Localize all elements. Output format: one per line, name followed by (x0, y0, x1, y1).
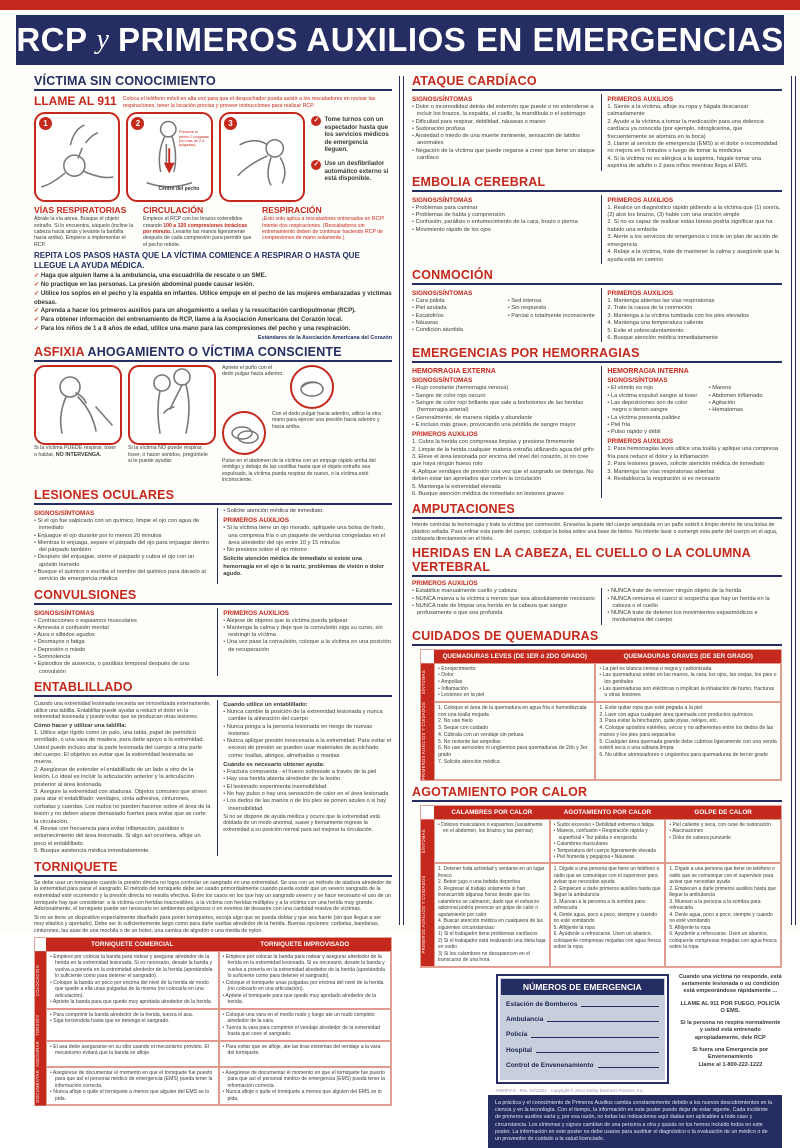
step-number: 2 (131, 117, 144, 130)
burns-col-leves: QUEMADURAS LEVES (DE 1ER ó 2DO GRADO) (434, 650, 595, 663)
disclaimer-footer: La práctica y el conocimiento de Primeros Auxilios cambia constantemente debido a los nuevos descubrimientos en la ciencia y en la tecnología. Con el tiempo, la información en este poster puede dejar de estar vigente. Cada incidente de primeros auxilios varía y, por esa razón, no todas las indicaciones aquí dadas son aplicables a todo caso y circunstancia. Los síntomas y signos cambian de una persona a otra y quizás no los hemos incluido todos en este poster. La información en este poster no debe usarse para sustituir el diagnóstico o la evaluación de un médico o de un proveedor de cuidado a la salud licenciado. (488, 1095, 782, 1148)
section-torniquete (34, 860, 392, 1107)
poster-title-banner (16, 15, 784, 65)
clasped-hands-illustration (222, 411, 266, 455)
shock-aid-list: 1. Mantenga abiertas las vías respiratorias 2. Trate la causa de la conmoción 3. Mantenga a la víctima tumbada con los pies elevados 4. Mantenga una temperatura caliente 5. Evite el sobrecalentamiento 6. Busque atención médica inmediatamente (607, 297, 749, 341)
section-victima-sin-conocimiento (34, 74, 392, 341)
heat-col-agotamiento: AGOTAMIENTO POR CALOR (550, 806, 666, 819)
shock-aid-block: PRIMEROS AUXILIOS 1. Mantenga abiertas las vías respiratorias 2. Trate la causa de la conmoción 3. Mantenga a la víctima tumbada con los pies elevados 4. Mantenga una temperatura caliente 5. Evite el sobrecalentamiento 6. Busque atención médica inmediatamente (601, 288, 782, 342)
seizure-signs-block: SIGNOS/SÍNTOMAS • Contracciones o espasmos musculares • Amnesia o confusión mental • Aura o silbidos agudos • Desmayos o fatiga • Depresión o miedo • Somnolencia • Episodios de ausencia, o parálisis temporal después de una convulsión (34, 608, 211, 676)
eyes-warning: Solicite atención médica de inmediato si existe una hemorragia en el ojo o la nariz, problemas de visión o dolor agudo. (223, 556, 385, 577)
burns-col-graves: QUEMADURAS GRAVES (DE 3ER GRADO) (595, 650, 781, 663)
fist-circle-illustration (290, 365, 334, 409)
splint-note: Si no se dispone de ayuda médica y ocurre que la extremidad está doblada de un modo anormal, suave y tiernamente regrese la extremidad a su posición normal para así mejorar la circulación. (223, 813, 380, 834)
embolia-heading: EMBOLIA CEREBRAL (412, 175, 782, 192)
table-cell: • Piel caliente y seca, con cese de sudoración • Alucinaciones • Dolor de cabeza punzante (665, 819, 781, 863)
title-rcp: RCP (16, 21, 88, 58)
section-entablillado (34, 680, 392, 856)
compression-depth-note: Presione el pecho 2 pulgadas (no más de 2.4 pulgadas) (178, 130, 209, 148)
call-911-alert: LLAME AL 911 POR FUEGO, POLICÍA O EMS. (680, 1000, 781, 1014)
fist-note: Apriete el puño con el dedo pulgar hacia adentro. (222, 364, 284, 378)
vias-respiratorias-block: VÍAS RESPIRATORIAS Ábrale la vía aérea. Busque el objeto extraño. Si lo encuentra, sáquelo (incline la cabeza hacia atrás y levante la barbilla hacia arriba). Empiece a implementar el RCP. (34, 205, 134, 248)
seizure-aid-block: PRIMEROS AUXILIOS • Aléjese de objetos que la víctima pueda golpear • Mantenga la calma y deje que la convulsión siga su curso, sin restringir la víctima • Una vez pase la convulsión, coloque a la víctima en una posición de recuperación (217, 608, 392, 676)
copyright-line: #600PV-S · Rev. 03/23/04 · Copyright © 2013 Safety Business Pictures, Inc. (496, 1088, 645, 1094)
internal-signs-list-b: • Mareos • Abdomen inflamado • Agitación • Hematomas (709, 385, 782, 436)
splint-intro: Cuando una extremidad lesionada necesita ser inmovilizada externamente, utilice una tablilla. Entablillar puede ayudar a reducir el dolor en la extremidad lesionada y puede evitar que se produzcan otras lesiones. (34, 700, 211, 721)
choking-caption-2: Si la víctima NO puede respirar, toser, o hacer sonidos, pregúntele si le puede ayudar. (128, 444, 208, 465)
hemorragia-externa-title: HEMORRAGIA EXTERNA (412, 368, 496, 376)
cpr-steps-row (34, 112, 392, 202)
splint-use-list: • Nunca cambie la posición de la extremidad lesionada y nunca cambie la alineación del cuerpo • Nunca ponga a la persona lesionada en riesgo de nuevas lesiones • Nunca aplique presión innecesaria a la extremidad. Para evitar el exceso de presión se pueden usar materiales de acolchado como: toallas, abrigos, almohadas o mantas (223, 709, 392, 760)
heimlich-illustration (128, 365, 216, 445)
abdominal-thrust-note: Pulse en el abdomen de la víctima con un empuje rápido arriba del ombligo y debajo de las costillas hasta que el objeto extraño sea expulsado, la víctima pueda respirar de nuevo, o la víctima esté inconsciente. (222, 457, 376, 484)
section-convulsiones (34, 588, 392, 676)
asfixia-heading: ASFIXIA AHOGAMIENTO O VÍCTIMA CONSCIENTE (34, 345, 392, 362)
hands-icon (224, 413, 264, 453)
splint-help-title: Cuándo es necesario obtener ayuda: (223, 762, 325, 769)
table-cell: • Sudor excesivo • Debilidad extrema o fatiga • Mareos, confusión • Respiración rápida y superficial • Tez pálida o enrojecida • Calambres musculares • Temperatura del cuerpo ligeramente elevada • Piel húmeda y pegajosa • Náuseas (550, 819, 666, 863)
side-note-1: Cuando una víctima no responde, está seriamente lesionada o su condición está empeorándose rápidamente ... (679, 973, 782, 995)
aha-standards-note: Estándares de la Asociación Americana del Corazón (257, 334, 392, 341)
seizure-signs-list: • Contracciones o espasmos musculares • Amnesia o confusión mental • Aura o silbidos agudos • Desmayos o fatiga • Depresión o miedo • Somnolencia • Episodios de ausencia, o parálisis temporal después de una convulsión (34, 618, 211, 676)
table-cell: • Enrojecimiento • Dolor • Ampollas • Inflamación • Lesiones en la piel (434, 663, 595, 702)
entablillado-heading: ENTABLILLADO (34, 680, 392, 697)
table-cell: 1. Detener toda actividad y sentarse en un lugar fresco 2. Beber jugo o una bebida deportiva 3. Regresar al trabajo solamente si han transcurrido algunas horas desde que los calambres se calmaron, dado que el esfuerzo adicional podría provocar un golpe de calor o agotamiento por calor 4. Buscar atención médica en cualquiera de las siguientes circunstancias: 1) Si el trabajador tiene problemas cardíacos 2) Si el trabajador está realizando una dieta baja en sodio 3) Si los calambres no desaparecen en el transcurso de una hora (434, 863, 550, 967)
internal-bleeding-block: HEMORRAGIA INTERNA SIGNOS/SÍNTOMAS • El vómito es rojo • La víctima expulsó sangre al toser • Las deposiciones son de color negro o tienen sangre • La víctima presenta palidez • Piel fría • Pulso rápido y débil • Mareos • Abdomen inflamado • Agitación • Hematomas PRIMEROS AUXILIOS 1. Para hemorragias leves utilice una toalla y aplique una compresa fría para reducir el dolor y la inflamación 2. Para lesiones graves, solicite atención médica de inmediato 3. Mantenga las vías respiratorias abiertas 4. Restablezca la respiración si es necesario (601, 366, 782, 498)
head-aid-list-a: • Estabilice manualmente cuello y cabeza • NUNCA mueva a la víctima a menos que sea absolutamente necesario • NUNCA trate de limpiar una herida en la cabeza que sangre profusamente o que sea profunda (412, 588, 595, 624)
torniquete-heading: TORNIQUETE (34, 860, 392, 877)
splint-use-title: Cuando utilice un entablillado: (223, 701, 308, 708)
poison-phone: Llame al 1-800-222-1222 (698, 1061, 763, 1068)
head-aid-list-b: • NUNCA trate de remover ningún objeto de la herida • NUNCA remueva el casco si sospecha que hay un herida en la cabeza o el cuello • NUNCA trate de detener los movimientos espasmódicos e involuntarios del cuerpo (601, 588, 782, 624)
section-quemaduras (412, 629, 782, 781)
repeat-steps-banner: REPITA LOS PASOS HASTA QUE LA VÍCTIMA COMIENCE A RESPIRAR O HASTA QUE LLEGUE LA AYUDA MÉDICA. (34, 250, 360, 270)
hands-note: Con el dedo pulgar hacia adentro, utilice la otra mano para ejercer una presión hacia adentro y hacia arriba. (272, 410, 381, 430)
cpr-step-1-illustration (34, 112, 120, 202)
emergency-numbers-card (496, 974, 669, 1084)
heat-col-calambres: CALAMBRES POR CALOR (434, 806, 550, 819)
choking-hand-notes (222, 365, 392, 484)
heat-table (420, 805, 782, 968)
emergency-numbers-fields: Estación de Bomberos Ambulancia Policía Hospital Control de Envenenamiento (500, 996, 665, 1080)
hemorragia-interna-title: HEMORRAGIA INTERNA (607, 368, 689, 376)
section-embolia-cerebral (412, 175, 782, 264)
table-cell: • Para comprimir la banda alrededor de la herida, tuerza el asa. • Siga torciéndola hasta que se detenga el sangrado. (46, 1009, 219, 1041)
stroke-signs-list: • Problemas para caminar • Problemas de habla y comprensión • Confusión, parálisis o entumecimiento de la cara, brazo o pierna • Movimiento rápido de los ojos (412, 205, 595, 234)
seizure-aid-list: • Aléjese de objetos que la víctima pueda golpear • Mantenga la calma y deje que la convulsión siga su curso, sin restringir la víctima • Una vez pase la convulsión, coloque a la víctima en una posición de recuperación (223, 618, 392, 654)
tourniquet-col-improvised: TORNIQUETE IMPROVISADO (219, 938, 392, 951)
tourniquet-table (34, 937, 392, 1107)
splint-use-block (217, 700, 392, 856)
rescuer-block (128, 365, 216, 484)
shock-signs-list-a: • Cara pálida • Piel azulada • Escalofríos • Náuseas • Condición aturdida (412, 298, 500, 334)
right-column (412, 72, 782, 1148)
choking-victim-illustration (34, 365, 122, 445)
internal-aid-list: 1. Para hemorragias leves utilice una toalla y aplique una compresa fría para reducir el dolor y la inflamación 2. Para lesiones graves, solicite atención médica de inmediato 3. Mantenga las vías respiratorias abiertas 4. Restablezca la respiración si es necesario (607, 446, 779, 483)
call-911-note: Coloca el teléfono móvil en alta voz para que el despachador pueda asistir a los rescatadores en revisar las respiraciones, tener la locación precisa y proveer instrucciones para realizar RCP. (122, 96, 376, 109)
call-911-row (34, 94, 392, 109)
tip-item: ✓ Use un desfibrilador automático externo si está disponible. (311, 160, 392, 182)
title-rest: PRIMEROS AUXILIOS EN EMERGENCIAS (117, 21, 784, 58)
hemorragias-heading: EMERGENCIAS POR HEMORRAGIAS (412, 346, 782, 363)
section-agotamiento-calor (412, 785, 782, 968)
fist-icon (292, 367, 332, 407)
agotamiento-heading: AGOTAMIENTO POR CALOR (412, 785, 782, 802)
tourniquet-col-commercial: TORNIQUETE COMERCIAL (46, 938, 219, 951)
circulacion-block: CIRCULACIÓN Empiece el RCP con los brazos extendidos creando 100 a 120 compresiones torácicas por minuto. Levante las manos ligeramente después de cada compresión para permitir que el pecho rebote. (143, 205, 252, 248)
cpr-step-3-illustration (219, 112, 305, 202)
check-circle-icon: ✓ (311, 116, 321, 126)
side-note-2: Si la persona no respira normalmente y usted está entrenado apropiadamente, dele RCP (680, 1020, 781, 1041)
heart-aid-list: 1. Siente a la víctima, afloje su ropa y hágala descansar calmadamente 2. Ayude a la víctima a tomar la medicación para una dolencia cardíaca ya conocida (por ejemplo, nitroglicerina, que frecuentemente se atomiza en la boca) 3. Llame al servicio de emergencia (EMS) si el dolor o incomodidad no mejora en 5 minutos o luego de tomar la medicina 4. Si la víctima no es alérgica a la aspirina, hágale tomar una aspirina de adulto o 2 para niños mientras llega el EMS (607, 104, 778, 170)
top-red-bar (0, 0, 800, 10)
convulsiones-heading: CONVULSIONES (34, 588, 392, 605)
step-number: 3 (224, 117, 237, 130)
emergency-side-note (679, 974, 782, 1084)
table-cell: • Dolores musculares o espasmos (usualmente en el abdomen, los brazos y las piernas) (434, 819, 550, 863)
tourniquet-intro-1: Se debe usar un torniquete cuando la presión directa no logra controlar un sangrado en una extremidad. Se usa con un método de atadura alrededor de la extremidad para parar el sangrado. El método del torniquete debe ser usado primordialmente cuando pueda existir que un severo sangrado de la extremidad esté ocurriendo y la presión directa no resulta efectiva. Entre los casos en los que hay un sangrado severo y se hace necesario el uso de un torniquete hay que considerar: a la víctima con heridas inaccesibles, a la víctima con heridas múltiples y a la víctima con una herida muy grande. Adicionalmente, el torniquete puede ser necesario en ambientes peligrosos o en eventos de desastre con una cantidad masiva de víctimas. (34, 879, 392, 913)
tourniquet-row-label: TORSIÓN (35, 1009, 46, 1041)
table-cell: • Empiece por colocar la banda para rodear y asegurar alrededor de la herida en la extremidad lesionada. Si es necesario, desate la banda y vuelva a ponerla en la extremidad alrededor de la herida (apretándola lo suficiente como para detener el sangrado). • Coloque el torniquete unas pulgadas por encima del nivel de la herida (no colocarlo en una articulación). • Apriete el torniquete para que quede muy apretado alrededor de la herida. (219, 951, 392, 1009)
check-circle-icon: ✓ (311, 160, 321, 170)
table-cell: 1. Dígale a una persona que tiene un teléfono o radio que se comunique con el supervisor para avisar que necesitan ayuda 2. Empiecen a darle primeros auxilios hasta que llegue la ambulancia 3. Muevan a la persona a la sombra para refrescarla 4. Denle agua, poco a poco, siempre y cuando no esté vomitando 5. Aflójenle la ropa 6. Ayúdenle a refrescarse. Usen un abanico, colóquenle compresas mojadas con agua fresca sobre la ropa (665, 863, 781, 967)
section-lesiones-oculares (34, 488, 392, 584)
left-column (34, 72, 392, 1106)
section-heridas-cabeza: HERIDAS EN LA CABEZA, EL CUELLO O LA COLUMNA VERTEBRAL PRIMEROS AUXILIOS • Estabilice manualmente cuello y cabeza • NUNCA mueva a la víctima a menos que sea absolutamente necesario • NUNCA trate de limpiar una herida en la cabeza que sangre profusamente o que sea profunda • NUNCA trate de remover ningún objeto de la herida • NUNCA remueva el casco si sospecha que hay un herida en la cabeza o el cuello • NUNCA trate de detener los movimientos espasmódicos e involuntarios del cuerpo (412, 546, 782, 624)
section-hemorragias (412, 346, 782, 498)
tourniquet-row-label: ASEGURAR (35, 1041, 46, 1067)
center-divider (399, 76, 404, 925)
eyes-aid-block: • Solicite atención médica de inmediato. PRIMEROS AUXILIOS • Si la víctima tiene un ojo morado, aplíquele una bolsa de hielo, una compresa fría o un paquete de verduras congeladas en el área alrededor del ojo entre 10 y 15 minutos • No presione sobre el ojo mismo Solicite atención médica de inmediato si existe una hemorragia en el ojo o la nariz, problemas de visión o dolor agudo. (217, 508, 392, 584)
burns-table (420, 649, 782, 781)
stroke-aid-list: 1. Realice un diagnóstico rápido pidiendo a la víctima que (1) sonría, (2) alce los brazos, (3) hable con una oración simple 2. Si no es capaz de realizar estas tareas podría significar que ha habido una embolia 3. Alerte a los servicios de emergencia o inicie un plan de acción de emergencia 4. Relaje a la víctima, trate de mantener la calma y asegúrele que la ayuda está en camino (607, 204, 781, 263)
external-bleeding-block: HEMORRAGIA EXTERNA SIGNOS/SÍNTOMAS • Flujo constante (hemorragia venosa) • Sangre de color rojo oscuro • Sangre de color rojo brillante que sale a borbotones de las heridas (hemorragia arterial) • Generalmente, de manera rápida y abundante • E incluso más grave, provocando una pérdida de sangre mayor PRIMEROS AUXILIOS 1. Cubra la herida con compresas limpias y presione firmemente 2. Limpie de la herida cualquier materia extraña utilizando agua del grifo 3. Eleve el área lesionada por encima del nivel del corazón, si no cree que haya ningún hueso roto 4. Aplique vendajes de presión una vez que el sangrado se detenga. No deben estar tan apretados que corten la circulación 5. Mantenga la extremidad elevada 6. Busque atención médica de inmediato en lesiones graves (412, 366, 595, 498)
internal-signs-list-a: • El vómito es rojo • La víctima expulsó sangre al toser • Las deposiciones son de color negro o tienen sangre • La víctima presenta palidez • Piel fría • Pulso rápido y débil (607, 385, 702, 436)
title-y: y (96, 24, 109, 55)
splint-how-block (34, 700, 211, 856)
ataque-heading: ATAQUE CARDÍACO (412, 74, 782, 91)
rescuer-behind-victim-illustration (130, 367, 214, 443)
heart-signs-block: SIGNOS/SÍNTOMAS • Dolor o incomodidad detrás del esternón que puede o no extenderse a incluir los brazos, la espalda, el cuello, la mandíbula o el estómago • Dificultad para respirar, debilidad, náuseas o mareo • Sudoración profusa • Ansiedad o miedo de una muerte inminente, sensación de latidos anormales • Negación de la víctima que puede negarse a creer que tiene un ataque cardíaco (412, 94, 595, 171)
choking-victim-block (34, 365, 122, 484)
eyes-signs-list: • Si el ojo fue salpicado con un químico, limpie el ojo con agua de inmediato • Enjuague el ojo durante por lo menos 20 minutos • Mientras lo enjuaga, separe el párpado del ojo para enjuagar dentro del párpado también • Después del enjuague, cierre el párpado y cubra el ojo con un apósito húmedo • Busque el químico o escriba el nombre del químico para dárselo al servicio de emergencia médica (34, 518, 211, 584)
table-cell: • Empiece por colocar la banda para rodear y asegurar alrededor de la herida en la extremidad lesionada. Si es necesario, desate la banda y vuelva a ponerla en la extremidad alrededor de la herida (apretándola lo suficiente como para detener el sangrado). • Coloque la banda un poco por encima del nivel de la herida de modo que quede a ella unas pulgadas de la misma (no colocarla en una articulación). • Apriete la banda para que quede muy apretada alrededor de la herida. (46, 951, 219, 1009)
abc-row (34, 205, 392, 248)
side-note-3: Si fuera una Emergencia por Envenenamiento (692, 1047, 769, 1061)
stroke-signs-block: SIGNOS/SÍNTOMAS • Problemas para caminar • Problemas de habla y comprensión • Confusión, parálisis o entumecimiento de la cara, brazo o pierna • Movimiento rápido de los ojos (412, 195, 595, 264)
eyes-aid-list: • Si la víctima tiene un ojo morado, aplíquele una bolsa de hielo, una compresa fría o un paquete de verduras congeladas en el área alrededor del ojo entre 10 y 15 minutos • No presione sobre el ojo mismo (223, 525, 392, 554)
tip-item: ✓ Tome turnos con un espectador hasta que los servicios médicos de emergencia lleguen. (311, 116, 392, 153)
table-cell: • El asa debe asegurarse en su sitio usando el mecanismo provisto. El mecanismo evitará que la banda se afloje. (46, 1041, 219, 1067)
table-cell: 1. Evite quitar ropa que esté pegada a la piel 2. Lave con agua cualquier área quemada con productos químicos 3. Para evitar la hinchazón, quite joyas, relojes, etc. 4. Coloque apósitos estériles, secos y no adherentes entre los dedos de las manos y los pies para separarlos 5. Cualquier área quemada grande debe cubrirse ligeramente con una venda estéril seca o una sábana limpia 6. No utilice atomizadores o ungüentos para quemaduras de tercer grado (595, 702, 781, 780)
external-aid-list: 1. Cubra la herida con compresas limpias y presione firmemente 2. Limpie de la herida cualquier materia extraña utilizando agua del grifo 3. Eleve el área lesionada por encima del nivel del corazón, si no cree que haya ningún hueso roto 4. Aplique vendajes de presión una vez que el sangrado se detenga. No deben estar tan apretados que corten la circulación 5. Mantenga la extremidad elevada 6. Busque atención médica de inmediato en lesiones graves (412, 439, 594, 497)
right-divider (791, 76, 796, 925)
stroke-aid-block: PRIMEROS AUXILIOS 1. Realice un diagnóstico rápido pidiendo a la víctima que (1) sonría, (2) alce los brazos, (3) hable con una oración simple 2. Si no es capaz de realizar estas tareas podría significar que ha habido una embolia 3. Alerte a los servicios de emergencia o inicie un plan de acción de emergencia 4. Relaje a la víctima, trate de mantener la calma y asegúrele que la ayuda está en camino (601, 195, 782, 264)
choking-caption-1: Si la víctima PUEDE respirar, toser o hablar, NO INTERVENGA. (34, 444, 117, 458)
section-conmocion (412, 268, 782, 342)
heat-row-label-sintomas: SÍNTOMAS (421, 819, 434, 863)
step-number: 1 (39, 117, 52, 130)
heat-row-label-auxilios: PRIMEROS AUXILIOS Y CUIDADOS (421, 863, 434, 967)
section-ataque-cardiaco (412, 74, 782, 171)
section-asfixia (34, 345, 392, 484)
chest-center-label: Centro del pecho (158, 186, 200, 193)
amputations-text: Intente controlar la hemorragia y trate la víctima por conmoción. Envuelva la parte del cuerpo amputada en un paño estéril o limpio dentro de una bolsa de plástico sellada. Para enfriar esta parte del cuerpo, coloque la bolsa sobre una base de hielos. No intente lavar o sumergir esta parte del cuerpo en el agua, colóquela directamente en el hielo. (412, 522, 778, 542)
tourniquet-intro-2: Si no se tiene un dispositivo especialmente diseñado para poner torniquetes, escoja algo que se pueda doblar y que sea fuerte (sin que llegue a ser muy elástico y apretado). Debe ser lo suficientemente largo como para darle vueltas alrededor de la herida. Buenas opciones: corbatas, bandanas, cinturones, las asas de una mochila o de un bolso, una camisa de algodón o una media de nylon. (34, 914, 382, 934)
person-coughing-illustration (36, 367, 120, 443)
heart-aid-block: PRIMEROS AUXILIOS 1. Siente a la víctima, afloje su ropa y hágala descansar calmadamente 2. Ayude a la víctima a tomar la medicación para una dolencia cardíaca ya conocida (por ejemplo, nitroglicerina, que frecuentemente se atomiza en la boca) 3. Llame al servicio de emergencia (EMS) si el dolor o incomodidad no mejora en 5 minutos o luego de tomar la medicina 4. Si la víctima no es alérgica a la aspirina, hágale tomar una aspirina de adulto o 2 para niños mientras llega el EMS (601, 94, 782, 171)
bottom-row (496, 974, 782, 1084)
cpr-checklist: ✓ Haga que alguien llame a la ambulancia, una escuadrilla de rescate o un SME. ✓ No practique en las personas. La presión abdominal puede causar lesión. ✓ Utilice los soplos en el pecho y la espalda en infantes. Utilice empuje en el pecho de las mujeres embarazadas y víctimas obesas. ✓ Aprenda a hacer los primeros auxilios para un ahogamiento a señas y la resucitación cardiopulmonar (RCP). ✓ Para obtener información del entrenamiento de RCP, llame a la Asociación Americana del Corazón local. ✓ Para los niños de 1 a 8 años de edad, utilice una mano para las compresiones del pecho y una respiración. (34, 272, 392, 334)
shock-signs-block: SIGNOS/SÍNTOMAS • Cara pálida • Piel azulada • Escalofríos • Náuseas • Condición aturdida • Sed intensa • Sin respuesta • Parcial o totalmente inconsciente (412, 288, 595, 342)
victima-heading: VÍCTIMA SIN CONOCIMIENTO (34, 74, 392, 91)
table-cell: • La piel es blanca cerosa o negra y carbonizada • Las quemaduras están en las manos, la cara, los ojos, las orejas, los pies o los genitales • Las quemaduras son eléctricas o implican la inhalación de humo, fracturas u otras lesiones (595, 663, 781, 702)
section-amputaciones (412, 502, 782, 542)
cpr-tips-list (311, 112, 392, 202)
lesiones-heading: LESIONES OCULARES (34, 488, 392, 505)
quemaduras-heading: CUIDADOS DE QUEMADURAS (412, 629, 782, 646)
table-cell: • Coloque una vara en el medio nudo y luego ate un nudo completo alrededor de la vara. • Tuerza la vara para comprimir el vendaje alrededor de la extremidad hasta que cese el sangrado. (219, 1009, 392, 1041)
heat-col-golpe: GOLPE DE CALOR (665, 806, 781, 819)
shock-signs-list-b: • Sed intensa • Sin respuesta • Parcial o totalmente inconsciente (508, 298, 596, 334)
amputaciones-heading: AMPUTACIONES (412, 502, 782, 519)
table-cell: • Para evitar que se afloje, ate las tiras extremas del vendaje a la vara del torniquete. (219, 1041, 392, 1067)
conmocion-heading: CONMOCIÓN (412, 268, 782, 285)
call-911-label: LLAME AL 911 (34, 94, 117, 108)
heart-signs-list: • Dolor o incomodidad detrás del esternón que puede o no extenderse a incluir los brazos, la espalda, el cuello, la mandíbula o el estómago • Dificultad para respirar, debilidad, náuseas o mareo • Sudoración profusa • Ansiedad o miedo de una muerte inminente, sensación de latidos anormales • Negación de la víctima que puede negarse a creer que tiene un ataque cardíaco (412, 104, 595, 162)
eyes-signs-block: SIGNOS/SÍNTOMAS • Si el ojo fue salpicado con un químico, limpie el ojo con agua de inmediato • Enjuague el ojo durante por lo menos 20 minutos • Mientras lo enjuaga, separe el párpado del ojo para enjuagar dentro del párpado también • Después del enjuague, cierre el párpado y cubra el ojo con un apósito húmedo • Busque el químico o escriba el nombre del químico para dárselo al servicio de emergencia médica (34, 508, 211, 584)
burns-row-label-auxilios: PRIMEROS AUXILIOS Y CUIDADOS (421, 702, 434, 780)
emergency-numbers-title: NÚMEROS DE EMERGENCIA (501, 979, 664, 995)
external-signs-list: • Flujo constante (hemorragia venosa) • Sangre de color rojo oscuro • Sangre de color rojo brillante que sale a borbotones de las heridas (hemorragia arterial) • Generalmente, de manera rápida y abundante • E incluso más grave, provocando una pérdida de sangre mayor (412, 385, 595, 429)
table-cell: 1. Coloque el área de la quemadura en agua fría o humedézcala con una toalla mojada 2. No use hielo 3. Seque con cuidado 4. Cúbrala con un vendaje sin pelusa 5. No reviente las ampollas 6. No use aerosoles ni ungüentos para quemaduras de 2do y 3er grado 7. Solicite atención médica (434, 702, 595, 780)
tourniquet-row-label: COLOCACIÓN (35, 951, 46, 1009)
splint-how-list: 1. Utilice algo rígido como un palo, una tabla, papel de periódico enrollado, o una vara de madera, para darle apoyo a la extremidad. Usted puede incluso atar la parte lesionada del cuerpo a otra parte del cuerpo. El objetivo es evitar que la extremidad lesionada se mueva. 2. Asegúrese de extender el entablillado de un lado a otro de la lesión. Lo ideal es incluir la articulación anterior y la articulación posterior al área lesionada. 3. Asegure la extremidad con ataduras. Objetos comunes que sirven para atar el entablillado: vendajes, cinta adhesiva, cinturones, corbatas y cuerdas. Los nudos no pueden hacerse sobre el área de la lesión y no deben atarse demasiado fuertes para evitar que se corte la circulación. 4. Revise con frecuencia para evitar inflamación, parálisis o entumecimiento del área lesionada. Si algo así ocurriera, afloje un poco el entablillado. 5. Busque asistencia médica inmediatamente. (34, 729, 211, 855)
cpr-step-2-illustration (126, 112, 212, 202)
table-cell: • Asegúrese de documentar el momento en que el torniquete fue puesto para que así el personal médico de emergencia (EMS) pueda tener la información correcta. • Nunca afloje o quite el torniquete a menos que alguien del EMS se lo pida. (46, 1067, 219, 1106)
tourniquet-row-label: DOCUMENTAR (35, 1067, 46, 1106)
splint-how-title: Cómo hacer y utilizar una tablilla: (34, 722, 127, 729)
table-cell: • Asegúrese de documentar el momento en que el torniquete fue puesto para que así el personal médico de emergencia (EMS) pueda tener la información correcta. • Nunca afloje o quite el torniquete a menos que alguien del EMS se lo pida. (219, 1067, 392, 1106)
table-cell: 1. Dígale a una persona que tiene un teléfono o radio que se comunique con el supervisor para avisar que necesitan ayuda 2. Empiecen a darle primeros auxilios hasta que llegue la ambulancia 3. Muevan a la persona a la sombra para refrescarla 4. Denle agua, poco a poco, siempre y cuando no esté vomitando 5. Aflójenle la ropa 6. Ayúdenle a refrescarse. Usen un abanico, colóquenle compresas mojadas con agua fresca sobre la ropa (550, 863, 666, 967)
respiracion-block: RESPIRACIÓN ¡Esto solo aplica a rescatadores entrenados en RCP! Intente dos respiraciones. (Rescatadores sin entrenamiento deben de continuar haciendo RCP de compresiones de mano solamente.) (262, 205, 385, 242)
eyes-immediate-list: • Solicite atención médica de inmediato. (223, 508, 392, 515)
heridas-heading: HERIDAS EN LA CABEZA, EL CUELLO O LA COLUMNA VERTEBRAL (412, 546, 782, 577)
splint-help-list: • Fractura compuesta - el hueso sobresale a través de la piel • Hay una herida abierta alrededor de la lesión • El lesionado experimenta insensibilidad • No hay pulso o hay una sensación de calor en el área lesionada • Los dedos de las manos o de los pies se ponen azules o si hay insensibilidad (223, 769, 392, 813)
burns-row-label-sintomas: SÍNTOMAS (421, 663, 434, 702)
choking-figures-row (34, 365, 392, 484)
